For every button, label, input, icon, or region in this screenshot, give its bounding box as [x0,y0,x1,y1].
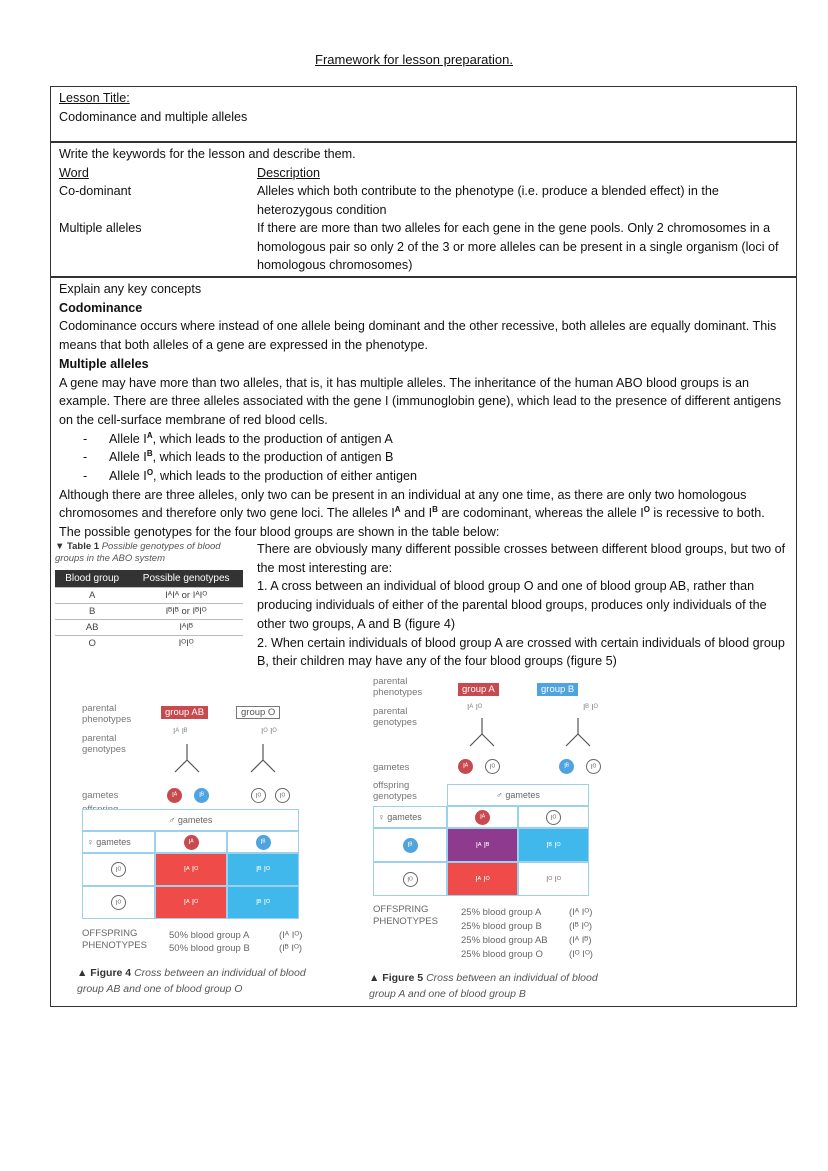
punnett-cell: Iᴼ Iᴼ [518,862,589,896]
gamete-cell: Iᴼ [82,853,155,886]
offspring-result-genotype: (Iᴬ Iᴼ) [279,930,303,941]
parent-genotype: Iᴬ Iᴮ [173,726,188,736]
punnett-cell: Iᴬ Iᴼ [155,853,227,886]
key-concepts-box [50,277,797,1007]
figure-5 [51,278,798,1008]
concepts-intro: Explain any key concepts [59,282,202,296]
gamete-cell: Iᴬ [447,806,518,828]
punnett-cell: Iᴮ Iᴼ [227,853,299,886]
group-b-tag: group B [537,683,578,696]
lesson-title: Codominance and multiple alleles [59,109,248,124]
gametes-label: gametes [373,762,410,773]
group-ab-tag: group AB [161,706,208,719]
male-gametes-header: ♂ gametes [447,784,589,806]
punnett-cell: Iᴮ Iᴼ [518,828,589,862]
keyword-row [59,219,788,275]
punnett-cell: Iᴮ Iᴼ [227,886,299,919]
group-a-tag: group A [458,683,499,696]
offspring-result-genotype: (Iᴮ Iᴼ) [279,943,303,954]
parental-genotypes-label: parental genotypes [82,733,126,755]
codominance-heading: Codominance [59,300,143,315]
keyword-description: Alleles which both contribute to the phenotype (i.e. produce a blended effect) in the heterozygous condition [257,184,719,217]
group-o-tag: group O [236,706,280,719]
lesson-title-label: Lesson Title: [59,91,130,105]
male-gametes-header: ♂ gametes [82,809,299,831]
offspring-result: 25% blood group AB [461,935,548,946]
alleles-explanation: Although there are three alleles, only two can be present in an individual at any one time, as there are only two homologous chromosomes and therefore only two gene loci. The alleles $I^A$ and $I^B$ are codominant, whereas the allele $I^O$ is recessive to both. The possible genotypes for the four blood groups are shown in the table below: [59,487,765,540]
parent-genotype: Iᴼ Iᴼ [261,726,277,736]
codominance-paragraph: Codominance occurs where instead of one allele being dominant and the other recessive, both alleles are equally dominant. This means that both alleles of a gene are expressed in the phenotype. [59,319,777,353]
gamete-cell: Iᴼ [373,862,447,896]
gamete-b-circle: Iᴮ [559,759,574,774]
female-gametes-header: ♀ gametes [82,831,155,853]
gamete-b-circle: Iᴮ [194,788,209,803]
keyword-description: If there are more than two alleles for each gene in the gene pools. Only 2 chromosomes in a homologous pair so only 2 of the 3 or more alleles can be present in a single organism (loci of homologous chromosomes) [257,221,779,272]
table-header: Possible genotypes [129,570,243,588]
parental-genotypes-label: parental genotypes [373,706,417,728]
keyword-word: Co-dominant [59,184,132,198]
gamete-o-circle: Iᴼ [485,759,500,774]
gametes-label: gametes [82,790,119,801]
offspring-result-genotype: (Iᴼ Iᴼ) [569,949,593,960]
parental-phenotypes-label: parental phenotypes [373,676,423,698]
multiple-alleles-heading: Multiple alleles [59,356,149,371]
offspring-phenotypes-label: OFFSPRING PHENOTYPES [82,928,147,951]
offspring-phenotypes-label: OFFSPRING PHENOTYPES [373,904,438,927]
offspring-genotypes-label: offspring genotypes [373,780,417,802]
gamete-a-circle: Iᴬ [167,788,182,803]
table-row: O IᴼIᴼ [55,636,243,652]
gamete-arrows [456,714,606,754]
figure-4-caption: ▲ Figure 4 Cross between an individual of blood group AB and one of blood group O [77,967,306,995]
parental-phenotypes-label: parental phenotypes [82,703,132,725]
female-gametes-header: ♀ gametes [373,806,447,828]
gamete-a-circle: Iᴬ [458,759,473,774]
gamete-cell: Iᴼ [518,806,589,828]
table-row: B IᴮIᴮ or IᴮIᴼ [55,604,243,620]
gamete-o-circle: Iᴼ [275,788,290,803]
offspring-result: 25% blood group A [461,907,542,918]
allele-bullet: - Allele $I^A$, which leads to the production of antigen A [83,430,393,446]
parent-genotype: Iᴮ Iᴼ [583,702,598,712]
offspring-result: 50% blood group A [169,930,250,941]
allele-bullet: - Allele $I^O$, which leads to the production of either antigen [83,467,417,484]
description-column-header: Description [257,165,320,180]
offspring-result-genotype: (Iᴮ Iᴼ) [569,921,593,932]
offspring-result: 25% blood group O [461,949,543,960]
keywords-instruction: Write the keywords for the lesson and describe them. [59,147,356,161]
lesson-title-box [50,86,797,142]
document-title: Framework for lesson preparation. [315,52,513,67]
table-row: AB IᴬIᴮ [55,620,243,636]
gamete-o-circle: Iᴼ [251,788,266,803]
keyword-row [59,182,788,219]
gamete-cell: Iᴼ [82,886,155,919]
gamete-o-circle: Iᴼ [586,759,601,774]
gamete-cell: Iᴬ [155,831,227,853]
punnett-cell: Iᴬ Iᴮ [447,828,518,862]
gamete-cell: Iᴮ [373,828,447,862]
word-column-header: Word [59,165,89,180]
crosses-text: There are obviously many different possible crosses between different blood groups, but two of the most interesting are: 1. A cross between an individual of blood group O and one of blood group AB, rather than producing individuals of either of the parental blood groups, produces only individuals of the other two groups, A and B (figure 4) 2. When certain individuals of blood group A are crossed with certain individuals of blood group B, their children may have any of the four blood groups (figure 5) [257,542,786,669]
offspring-result-genotype: (Iᴬ Iᴼ) [569,907,593,918]
keywords-header-row [59,164,788,183]
table-header: Blood group [55,570,129,588]
punnett-cell: Iᴬ Iᴼ [447,862,518,896]
gamete-cell: Iᴮ [227,831,299,853]
punnett-cell: Iᴬ Iᴼ [155,886,227,919]
offspring-result-genotype: (Iᴬ Iᴮ) [569,935,592,946]
table-caption: ▼ Table 1 Possible genotypes of blood groups in the ABO system [55,541,221,564]
allele-bullet: - Allele $I^B$, which leads to the production of antigen B [83,449,394,465]
offspring-result: 50% blood group B [169,943,250,954]
offspring-result: 25% blood group B [461,921,542,932]
keywords-box [50,142,797,277]
table-row: A IᴬIᴬ or IᴬIᴼ [55,588,243,604]
parent-genotype: Iᴬ Iᴼ [467,702,483,712]
keyword-word: Multiple alleles [59,221,142,235]
multiple-alleles-paragraph: A gene may have more than two alleles, that is, it has multiple alleles. The inheritance of the human ABO blood groups is an example. There are three alleles associated with the gene I (immunoglobin gene), which lead to the presence of different antigens on the cell-surface membrane of red blood cells. [59,375,782,427]
figure-5-caption: ▲ Figure 5 Cross between an individual of blood group A and one of blood group B [369,972,598,1000]
